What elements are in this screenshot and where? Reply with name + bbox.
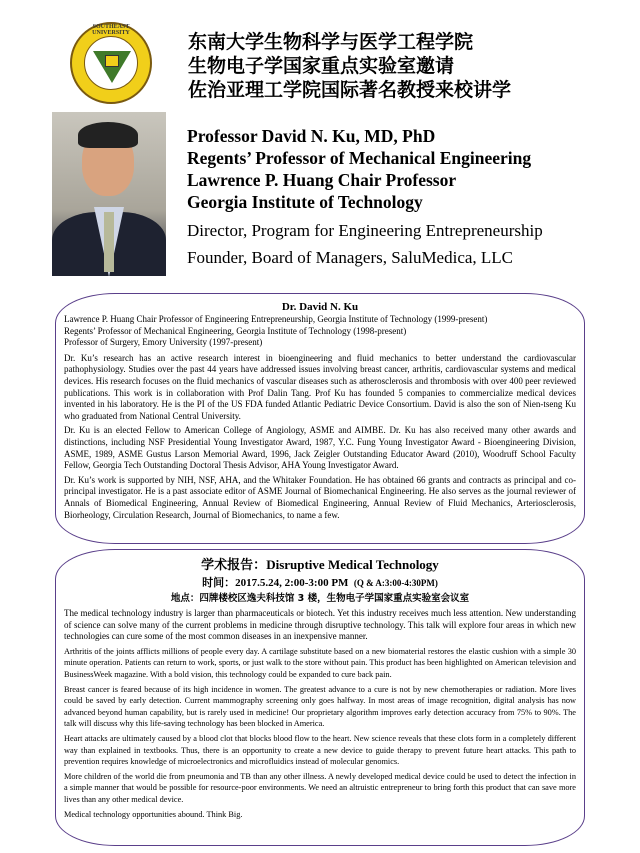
talk-paragraph: Breast cancer is feared because of its high incidence in women. The greatest advance to a cure is not by new chemotherapies or radiation. More lives could be saved by early detection. Current mammography screening only goes halfway. In most areas of image recognition, digital analysis has now advanced beyond human capability, but is rarely used in medicine! Our proprietary algorithm improves early detection accuracy from 75% to 90%. The talk will discuss why this life-saving technology has been blocked in America. <box>64 684 576 729</box>
bio-paragraph: Dr. Ku’s work is supported by NIH, NSF, AHA, and the Whitaker Foundation. He has obtained 66 grants and contracts as principal and co-principal investigator. He is a past associate editor of ASME Journal of Biomechanical Engineering. He also serves as the journal reviewer of Annals of Biomedical Engineering, Annual Review of Biomedical Engineering, Annual Review of Fluid Mechanics, Arteriosclerosis, Biorheology, Circulation Research, Journal of Biomechanics, to name a few. <box>64 474 576 520</box>
talk-paragraph: Medical technology opportunities abound. Think Big. <box>64 809 243 819</box>
bio-paragraph: Dr. Ku’s research has an active research interest in bioengineering and fluid mechanics to better understand the cardiovascular pathophysiology. Studies over the past 44 years have addressed issues involving breast cancer, arthritis, cardiovascular systems and medical devices. His research focuses on the fluid mechanics of vascular diseases such as atherosclerosis and thrombosis with over 400 peer reviewed publications. This work is in collaboration with Prof Dalin Tang. Prof Ku has founded 5 companies to commercialize medical devices invented in his laboratory. He is the PI of the US FDA funded Atlantic Pediatric Device Consortium. David is also the son of Nien-tseng Ku who graduated from National Central University. <box>64 352 576 421</box>
talk-time <box>64 575 576 591</box>
speaker-photo <box>52 112 166 276</box>
speaker-affiliation: Georgia Institute of Technology <box>187 192 423 212</box>
position: Lawrence P. Huang Chair Professor of Engineering Entrepreneurship, Georgia Institute of Technology (1999-present) <box>64 314 488 324</box>
talk-paragraph: The medical technology industry is larger than pharmaceuticals or biotech. Yet this industry receives much less attention. New understanding of science can solve many of the current problems in medicine through disruptive technology. This talk will explore four areas in which new technologies can cure some of the most common diseases in an inexpensive manner. <box>64 608 576 642</box>
title-line: 佐治亚理工学院国际著名教授来校讲学 <box>188 79 512 101</box>
talk-title-text: Disruptive Medical Technology <box>266 557 439 572</box>
speaker-title: Lawrence P. Huang Chair Professor <box>187 170 457 190</box>
time-label: 时间： <box>202 576 236 589</box>
talk-location: 地点：四牌楼校区逸夫科技馆 3 楼，生物电子学国家重点实验室会议室 <box>170 593 470 604</box>
position: Professor of Surgery, Emory University (1997-present) <box>64 337 263 348</box>
talk-box <box>55 549 585 846</box>
speaker-name: Professor David N. Ku, MD, PhD <box>187 126 436 146</box>
building-icon <box>105 55 119 67</box>
title-line: 生物电子学国家重点实验室邀请 <box>188 55 455 77</box>
speaker-role: Director, Program for Engineering Entrepreneurship <box>187 221 543 240</box>
invitation-title <box>188 30 511 102</box>
time-value: 2017.5.24, 2:00-3:00 PM <box>235 577 349 589</box>
talk-paragraph: Arthritis of the joints afflicts millions of people every day. A cartilage substitute based on a new biomaterial restores the elastic cushion with a simple 30 minute operation. Patients can return to work, sports, or just walk to the store without pain. This product has been highlighted on American television and BusinessWeek magazine. With a bold vision, this technology could be expanded to cure back pain. <box>64 646 576 679</box>
university-logo <box>70 22 152 104</box>
bio-paragraph: Dr. Ku is an elected Fellow to American College of Angiology, ASME and AIMBE. Dr. Ku has also received many other awards and distinctions, including NSF Presidential Young Investigator Award, 1987, Y.C. Fung Young Investigator Award - Bioengineering Division, ASME, 1989, ASME Gustus Larson Memorial Award, 1996, Jack Zeigler Outstanding Educator Award (2010), Woodruff School Faculty Fellow, Georgia Tech Outstanding Doctoral Thesis Advisor, AHA Young Investigator Award. <box>64 425 576 471</box>
talk-paragraph: More children of the world die from pneumonia and TB than any other illness. A newly developed medical device could be used to detect the infection in a simple manner that would be possible for resource-poor environments. We need an altruistic entrepreneur to bring forth this product that can save more lives than any other medical device. <box>64 771 576 804</box>
logo-text: SOUTHEAST UNIVERSITY <box>92 24 130 36</box>
talk-label: 学术报告： <box>201 558 267 573</box>
qa-time: (Q & A:3:00-4:30PM) <box>353 578 438 588</box>
speaker-title: Regents’ Professor of Mechanical Engineering <box>187 148 532 168</box>
talk-paragraph: Heart attacks are ultimately caused by a blood clot that blocks blood flow to the heart. New science reveals that these clots form in a completely different way than explained in textbooks. Thus, there is an opportunity to create a new device to guide therapy to prevent future heart attacks. This path to prevention requires knowledge of microelectronics and microfluidics instead of molecular genomics. <box>64 733 576 767</box>
speaker-role: Founder, Board of Managers, SaluMedica, LLC <box>187 248 514 267</box>
position: Regents’ Professor of Mechanical Engineering, Georgia Institute of Technology (1998-present) <box>64 325 407 336</box>
title-line: 东南大学生物科学与医学工程学院 <box>188 31 474 53</box>
bio-box <box>55 293 585 544</box>
bio-heading: Dr. David N. Ku <box>281 301 359 313</box>
speaker-info <box>187 125 543 271</box>
talk-title <box>64 556 576 575</box>
